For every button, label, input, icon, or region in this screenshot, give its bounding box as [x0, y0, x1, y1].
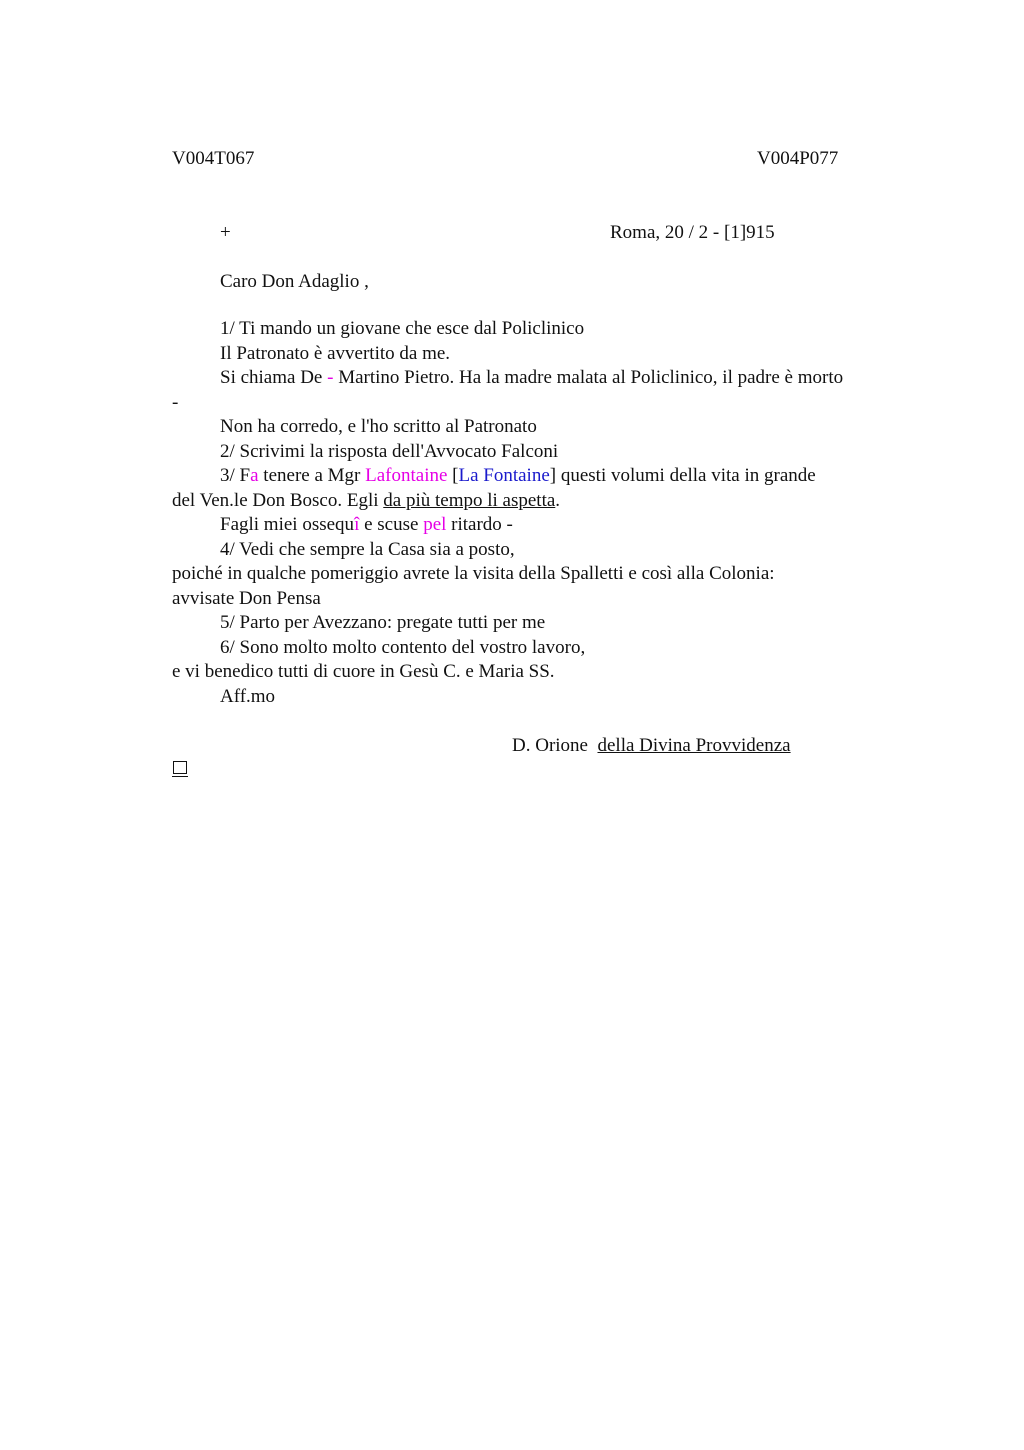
cross-mark: + [220, 222, 231, 243]
body-line: 1/ Ti mando un giovane che esce dal Policlinico [220, 318, 585, 339]
document-code-right: V004P077 [757, 148, 839, 169]
closing: Aff.mo [220, 686, 276, 707]
end-box-icon [173, 761, 187, 774]
text-run: tenere a Mgr [258, 465, 366, 486]
document-code-left: V004T067 [172, 148, 255, 169]
body-line: 5/ Parto per Avezzano: pregate tutti per me [220, 612, 546, 633]
text-run: del Ven.le Don Bosco. Egli [172, 490, 384, 511]
body-line: Non ha corredo, e l'ho scritto al Patronato [220, 416, 537, 437]
body-line [172, 489, 560, 513]
end-box-underline [172, 776, 188, 777]
body-line: 4/ Vedi che sempre la Casa sia a posto, [220, 539, 515, 560]
editorial-mark: î [354, 514, 360, 535]
body-line: poiché in qualche pomeriggio avrete la visita della Spalletti e così alla Colonia: [172, 563, 775, 584]
text-run: [ [447, 465, 459, 486]
text-run: . [555, 490, 561, 511]
body-line [220, 464, 816, 488]
editorial-mark: Lafontaine [365, 465, 448, 486]
editorial-mark: pel [423, 514, 447, 535]
body-line [220, 366, 843, 390]
text-run: ] questi volumi della vita in grande [549, 465, 816, 486]
text-run: 3/ F [220, 465, 251, 486]
signature-title: della Divina Provvidenza [597, 735, 791, 756]
editorial-mark: a [250, 465, 259, 486]
underlined-text: da più tempo li aspetta [383, 490, 556, 511]
text-run: Si chiama De [220, 367, 328, 388]
editorial-mark: - [327, 367, 334, 388]
body-line: e vi benedico tutti di cuore in Gesù C. e Maria SS. [172, 661, 555, 682]
text-run: Martino Pietro. Ha la madre malata al Policlinico, il padre è morto [333, 367, 844, 388]
signature [512, 734, 791, 758]
body-line: avvisate Don Pensa [172, 588, 321, 609]
text-run: Fagli miei ossequ [220, 514, 355, 535]
text-run: ritardo - [446, 514, 513, 535]
body-line [220, 513, 513, 537]
editorial-correction: La Fontaine [458, 465, 550, 486]
salutation: Caro Don Adaglio , [220, 271, 369, 292]
body-line: Il Patronato è avvertito da me. [220, 343, 451, 364]
text-run: e scuse [359, 514, 424, 535]
signature-name: D. Orione [512, 735, 598, 756]
body-line: 2/ Scrivimi la risposta dell'Avvocato Falconi [220, 441, 559, 462]
body-line-wrap: - [172, 392, 179, 413]
place-date: Roma, 20 / 2 - [1]915 [610, 222, 775, 243]
body-line: 6/ Sono molto molto contento del vostro lavoro, [220, 637, 586, 658]
